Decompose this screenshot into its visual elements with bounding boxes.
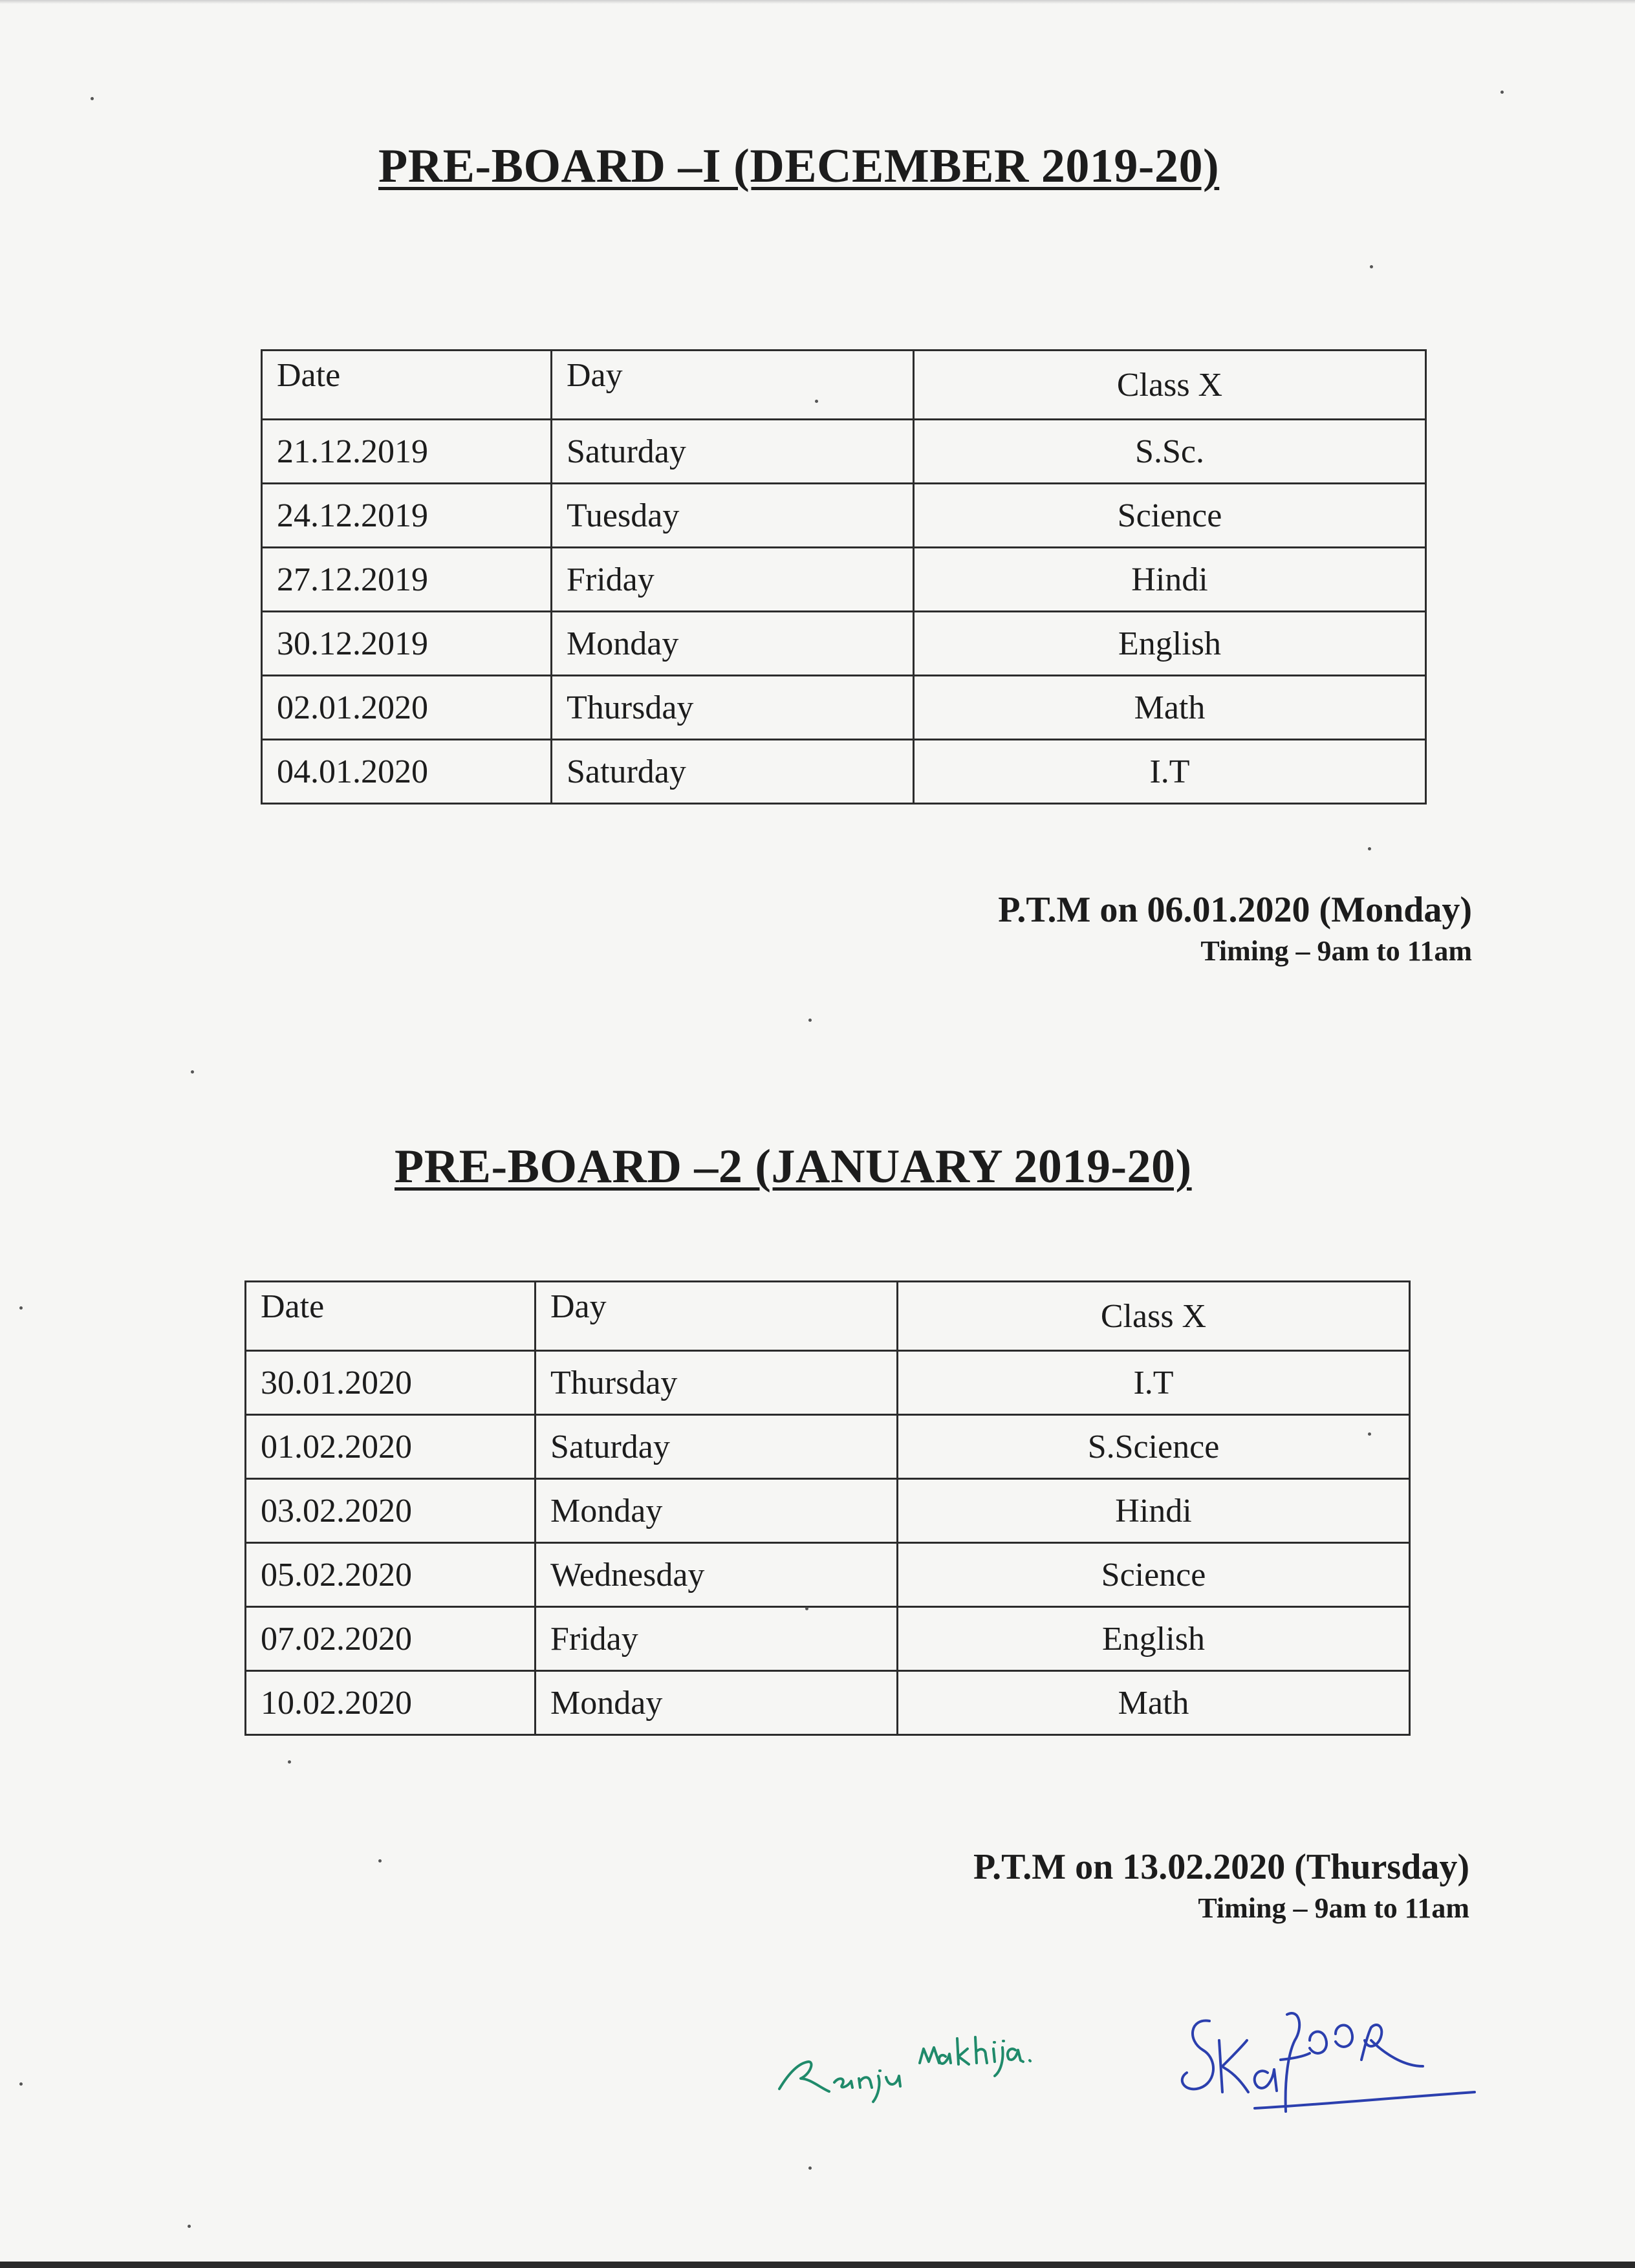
scan-speck: [1500, 91, 1504, 94]
page-bottom-edge: [0, 2262, 1635, 2268]
exam-date: 02.01.2020: [262, 676, 552, 740]
exam-date: 07.02.2020: [246, 1607, 536, 1671]
scan-speck: [805, 1607, 808, 1610]
table-row: [262, 676, 1426, 740]
table-header-row: [262, 351, 1426, 420]
exam-date: 21.12.2019: [262, 420, 552, 484]
exam-day: Saturday: [552, 420, 914, 484]
exam-day: Monday: [536, 1671, 898, 1735]
exam-subject: Science: [898, 1543, 1410, 1607]
scan-speck: [1370, 265, 1373, 268]
exam-subject: I.T: [898, 1351, 1410, 1415]
exam-day: Monday: [536, 1479, 898, 1543]
exam-date: 01.02.2020: [246, 1415, 536, 1479]
exam-day: Wednesday: [536, 1543, 898, 1607]
exam-date: 30.01.2020: [246, 1351, 536, 1415]
ptm-timing: Timing – 9am to 11am: [1200, 935, 1472, 967]
exam-date: 27.12.2019: [262, 548, 552, 612]
scan-speck: [188, 2225, 191, 2228]
exam-day: Thursday: [552, 676, 914, 740]
header-day: Day: [552, 351, 914, 420]
scan-speck: [1368, 847, 1371, 850]
exam-subject: Hindi: [914, 548, 1426, 612]
ptm-date: P.T.M on 13.02.2020 (Thursday): [973, 1847, 1469, 1887]
page-top-edge: [0, 0, 1635, 4]
scan-speck: [19, 2082, 23, 2086]
preboard2-title: PRE-BOARD –2 (JANUARY 2019-20): [395, 1140, 1192, 1193]
exam-date: 03.02.2020: [246, 1479, 536, 1543]
preboard1-ptm-block: [998, 889, 1472, 967]
table-row: [262, 740, 1426, 804]
scan-speck: [1368, 1432, 1371, 1436]
exam-day: Saturday: [536, 1415, 898, 1479]
exam-subject: S.Sc.: [914, 420, 1426, 484]
table-row: [262, 484, 1426, 548]
preboard1-title: PRE-BOARD –I (DECEMBER 2019-20): [378, 140, 1220, 193]
exam-date: 10.02.2020: [246, 1671, 536, 1735]
scan-speck: [815, 400, 818, 403]
exam-subject: Math: [914, 676, 1426, 740]
scan-speck: [378, 1859, 382, 1863]
exam-subject: I.T: [914, 740, 1426, 804]
header-day: Day: [536, 1282, 898, 1351]
table-row: [262, 612, 1426, 676]
scan-speck: [808, 2166, 812, 2170]
scan-speck: [808, 1019, 812, 1022]
signature-left-ink: [779, 2037, 1030, 2102]
scan-speck: [19, 1306, 23, 1310]
scan-speck: [91, 97, 94, 100]
table-header-row: [246, 1282, 1410, 1351]
table-row: [246, 1671, 1410, 1735]
exam-subject: English: [914, 612, 1426, 676]
exam-subject: Hindi: [898, 1479, 1410, 1543]
header-class: Class X: [914, 351, 1426, 420]
exam-day: Friday: [536, 1607, 898, 1671]
exam-subject: Science: [914, 484, 1426, 548]
table-row: [246, 1479, 1410, 1543]
header-date: Date: [262, 351, 552, 420]
scan-speck: [288, 1760, 291, 1764]
exam-subject: S.Science: [898, 1415, 1410, 1479]
ptm-timing: Timing – 9am to 11am: [1198, 1892, 1469, 1924]
exam-date: 24.12.2019: [262, 484, 552, 548]
exam-day: Monday: [552, 612, 914, 676]
exam-day: Tuesday: [552, 484, 914, 548]
header-date: Date: [246, 1282, 536, 1351]
header-class: Class X: [898, 1282, 1410, 1351]
exam-subject: Math: [898, 1671, 1410, 1735]
signature-s-kapoor: [1171, 2002, 1481, 2118]
table-row: [262, 548, 1426, 612]
exam-day: Saturday: [552, 740, 914, 804]
table-row: [246, 1607, 1410, 1671]
table-row: [246, 1415, 1410, 1479]
exam-day: Friday: [552, 548, 914, 612]
table-row: [246, 1543, 1410, 1607]
exam-subject: English: [898, 1607, 1410, 1671]
ptm-date: P.T.M on 06.01.2020 (Monday): [998, 890, 1472, 930]
preboard1-schedule-table: [261, 349, 1427, 805]
signature-ranju-makhija: [770, 2011, 1067, 2115]
preboard2-schedule-table: [244, 1280, 1411, 1736]
exam-date: 30.12.2019: [262, 612, 552, 676]
preboard2-ptm-block: [973, 1846, 1469, 1925]
exam-date: 05.02.2020: [246, 1543, 536, 1607]
exam-date: 04.01.2020: [262, 740, 552, 804]
table-row: [246, 1351, 1410, 1415]
table-row: [262, 420, 1426, 484]
exam-day: Thursday: [536, 1351, 898, 1415]
signature-right-ink: [1182, 2013, 1475, 2111]
scan-speck: [191, 1070, 194, 1074]
